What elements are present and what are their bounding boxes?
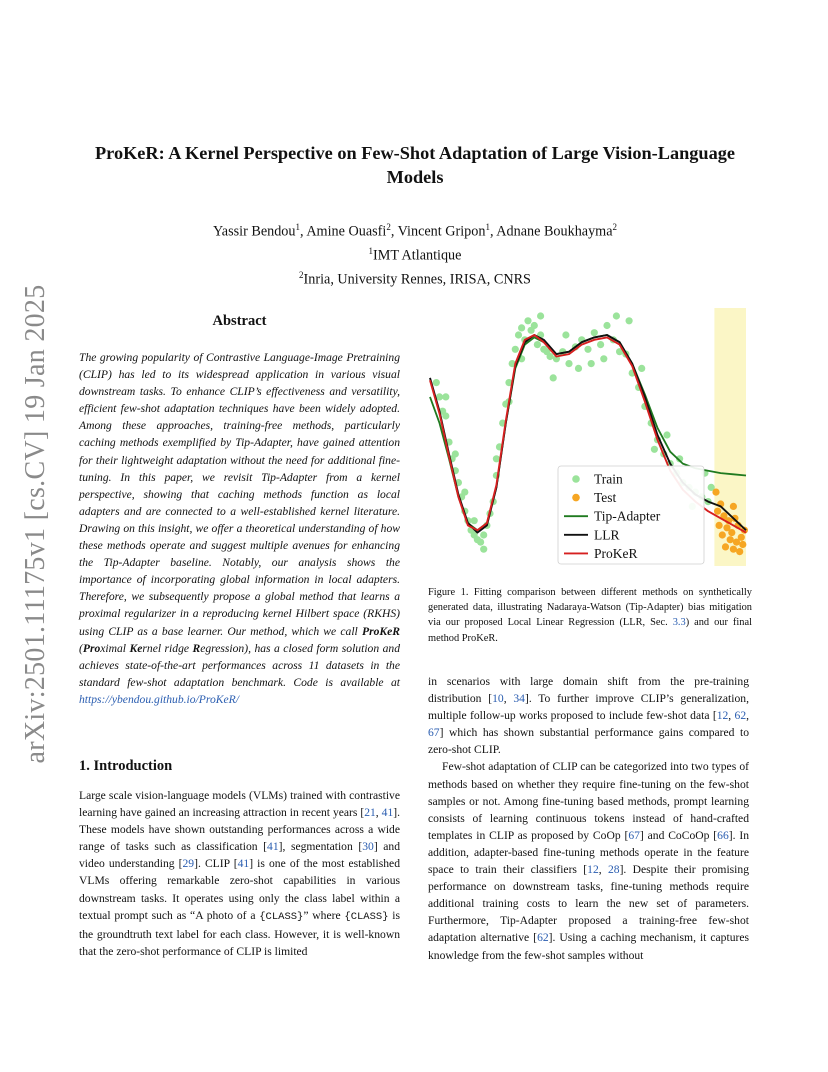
train-point [442, 412, 449, 419]
abstract-text: The growing popularity of Contrastive Language-Image Pretraining (CLIP) has led to its widespread application in various visual downstream tasks. To enhance CLIP’s effectiveness and versatility, efficient few-shot adaptation techniques have been widely adopted. Among these approaches, training-free methods, particularly caching methods exemplified by Tip-Adapter, have gained attention for their lightweight adaptation without the need for additional fine-tuning. In this paper, we revisit Tip-Adapter from a kernel perspective, showing that caching methods function as local adapters and are connected to a well-established kernel literature. Drawing on this insight, we offer a theoretical understanding of how these methods operate and suggest multiple avenues for enhancing the Tip-Adapter baseline. Notably, our analysis shows the importance of incorporating global information in local adapters. Therefore, we subsequently propose a global method that learns a proximal regularizer in a reproducing kernel Hilbert space (RKHS) using CLIP as a base learner. Our method, which we call ProKeR (Proximal Kernel ridge Regression), has a closed form solution and achieves state-of-the-art performances across 11 datasets in the standard few-shot adaptation benchmark. Code is available at https://ybendou.github.io/ProKeR/ [79, 351, 400, 706]
author-name: Adnane Boukhayma [496, 223, 613, 240]
citation-link[interactable]: 34 [513, 692, 525, 706]
citation-link[interactable]: 62 [734, 709, 747, 723]
legend-label: LLR [594, 527, 620, 543]
citation-link[interactable]: 41 [237, 857, 250, 871]
citation-link[interactable]: 30 [362, 840, 374, 854]
affiliation-mark: 1 [368, 246, 374, 257]
author-line: Yassir Bendou$^1$, Amine Ouasfi$^2$, Vincent Gripon$^1$, Adnane Boukhayma$^2$ [212, 222, 618, 240]
train-point [663, 431, 670, 438]
test-point [719, 531, 726, 538]
paper-title: ProKeR: A Kernel Perspective on Few-Shot Adaptation of Large Vision-Language Models [95, 143, 735, 187]
affiliation-name: IMT Atlantique [373, 247, 462, 264]
citation-link[interactable]: 29 [182, 857, 195, 871]
figure-caption: Figure 1. Fitting comparison between different methods on synthetically generated data, illustrating Nadaraya-Watson (Tip-Adapter) bias mitigation via our proposed Local Linear Regression (LLR, Sec. 3.3) and our final method ProKeR. [428, 587, 752, 644]
legend-label: Train [594, 471, 623, 487]
test-point [730, 503, 737, 510]
test-point [714, 508, 721, 515]
train-point [547, 353, 554, 360]
train-point [461, 489, 468, 496]
citation-link[interactable]: 21 [364, 806, 376, 820]
train-point [524, 317, 531, 324]
fitting-comparison-chart [420, 308, 750, 566]
author-name: Amine Ouasfi [306, 223, 387, 240]
train-point [452, 450, 459, 457]
paragraph: Few-shot adaptation of CLIP can be categorized into two types of methods based on whether they require fine-tuning on the few-shot samples or not. Among fine-tuning based methods, prompt learning consists of learning continuous tokens instead of hand-crafted templates in CLIP as proposed by CoOp [67] and CoCoOp [66]. In addition, adapter-based fine-tuning methods operate in the feature space to train their classifiers [12, 28]. Despite their promising performance on downstream tasks, fine-tuning methods require additional training costs to learn the new set of parameters. Furthermore, Tip-Adapter proposed a training-free few-shot adaptation alternative [62]. Using a caching mechanism, it captures knowledge from the few-shot samples without [428, 760, 750, 962]
test-point [716, 522, 723, 529]
citation-link[interactable]: 67 [428, 726, 440, 740]
train-point [534, 341, 541, 348]
train-point [603, 322, 610, 329]
train-point [480, 531, 487, 538]
citation-link[interactable]: 41 [267, 840, 279, 854]
train-point [518, 324, 525, 331]
introduction-right-column [428, 673, 749, 964]
test-point [730, 546, 737, 553]
train-point [512, 346, 519, 353]
train-point [613, 312, 620, 319]
affiliation-line [70, 266, 760, 290]
train-point [531, 322, 538, 329]
test-point [727, 536, 734, 543]
method-name: ProKeR [361, 624, 400, 638]
train-point [591, 329, 598, 336]
author-affiliation-mark: 2 [612, 222, 618, 232]
citation-link[interactable]: 67 [628, 828, 640, 842]
citation-link[interactable]: 62 [537, 931, 549, 945]
citation-link[interactable]: 12 [716, 709, 729, 723]
section-heading-introduction: 1. Introduction [79, 758, 173, 774]
paragraph: in scenarios with large domain shift from the pre-training distribution [10, 34]. To further improve CLIP’s generalization, multiple follow-up works proposed to include few-shot data [12, 62, 67] which has shown substantial performance gains compared to zero-shot CLIP. [428, 675, 750, 757]
train-point [651, 446, 658, 453]
test-point [712, 489, 719, 496]
paragraph: Large scale vision-language models (VLMs) trained with contrastive learning have gained an increasing attraction in recent years [21, 41]. These models have shown outstanding performances across a wide range of tasks such as classification [41], segmentation [30] and video understanding [29]. CLIP [41] is one of the most established VLMs offering remarkable zero-shot capabilities in various downstream tasks. It operates using only the class label within a textual prompt such as “A photo of a {CLASS}” where {CLASS} is the groundtruth text label for each class. However, it is well-known that the zero-shot performance of CLIP is limited [79, 789, 401, 958]
citation-link[interactable]: 41 [381, 806, 394, 820]
train-point [626, 317, 633, 324]
train-point [537, 312, 544, 319]
class-token: {CLASS} [344, 910, 389, 923]
affiliation-name: Inria, University Rennes, IRISA, CNRS [303, 272, 531, 289]
train-point [515, 331, 522, 338]
author-block [70, 218, 760, 291]
affiliation-mark: 2 [299, 270, 304, 281]
legend-marker [572, 494, 580, 502]
train-point [433, 379, 440, 386]
arxiv-sidebar-id: arXiv:2501.11175v1 [cs.CV] 19 Jan 2025 [20, 284, 51, 764]
class-token: {CLASS} [259, 910, 304, 923]
citation-link[interactable]: 28 [607, 863, 620, 877]
train-point [597, 341, 604, 348]
code-link[interactable]: https://ybendou.github.io/ProKeR/ [79, 692, 239, 706]
citation-link[interactable]: 12 [587, 863, 599, 877]
section-reference-link[interactable]: 3.3 [672, 617, 686, 629]
author-name: Yassir Bendou [212, 223, 296, 240]
train-point [480, 546, 487, 553]
figure-1 [420, 308, 750, 566]
train-point [562, 331, 569, 338]
test-point [738, 534, 745, 541]
train-point [584, 346, 591, 353]
train-point [588, 360, 595, 367]
author-affiliation-mark: 2 [386, 222, 391, 232]
train-point [442, 393, 449, 400]
legend-marker [572, 475, 580, 483]
train-point [471, 517, 478, 524]
abstract-heading: Abstract [212, 313, 267, 329]
test-point [722, 543, 729, 550]
affiliation-line [70, 242, 760, 266]
train-point [638, 365, 645, 372]
test-point [739, 541, 746, 548]
train-point [600, 355, 607, 362]
legend-label: ProKeR [594, 545, 638, 561]
train-point [575, 365, 582, 372]
citation-link[interactable]: 66 [717, 828, 729, 842]
introduction-left-column [79, 787, 400, 960]
author-name: Vincent Gripon [397, 223, 486, 240]
author-affiliation-mark: 1 [485, 222, 490, 232]
test-point [736, 548, 743, 555]
train-point [477, 539, 484, 546]
train-point [565, 360, 572, 367]
author-affiliation-mark: 1 [295, 222, 300, 232]
citation-link[interactable]: 10 [492, 692, 504, 706]
test-point [728, 529, 735, 536]
legend-label: Tip-Adapter [594, 508, 661, 524]
legend-label: Test [594, 490, 617, 506]
train-point [550, 374, 557, 381]
